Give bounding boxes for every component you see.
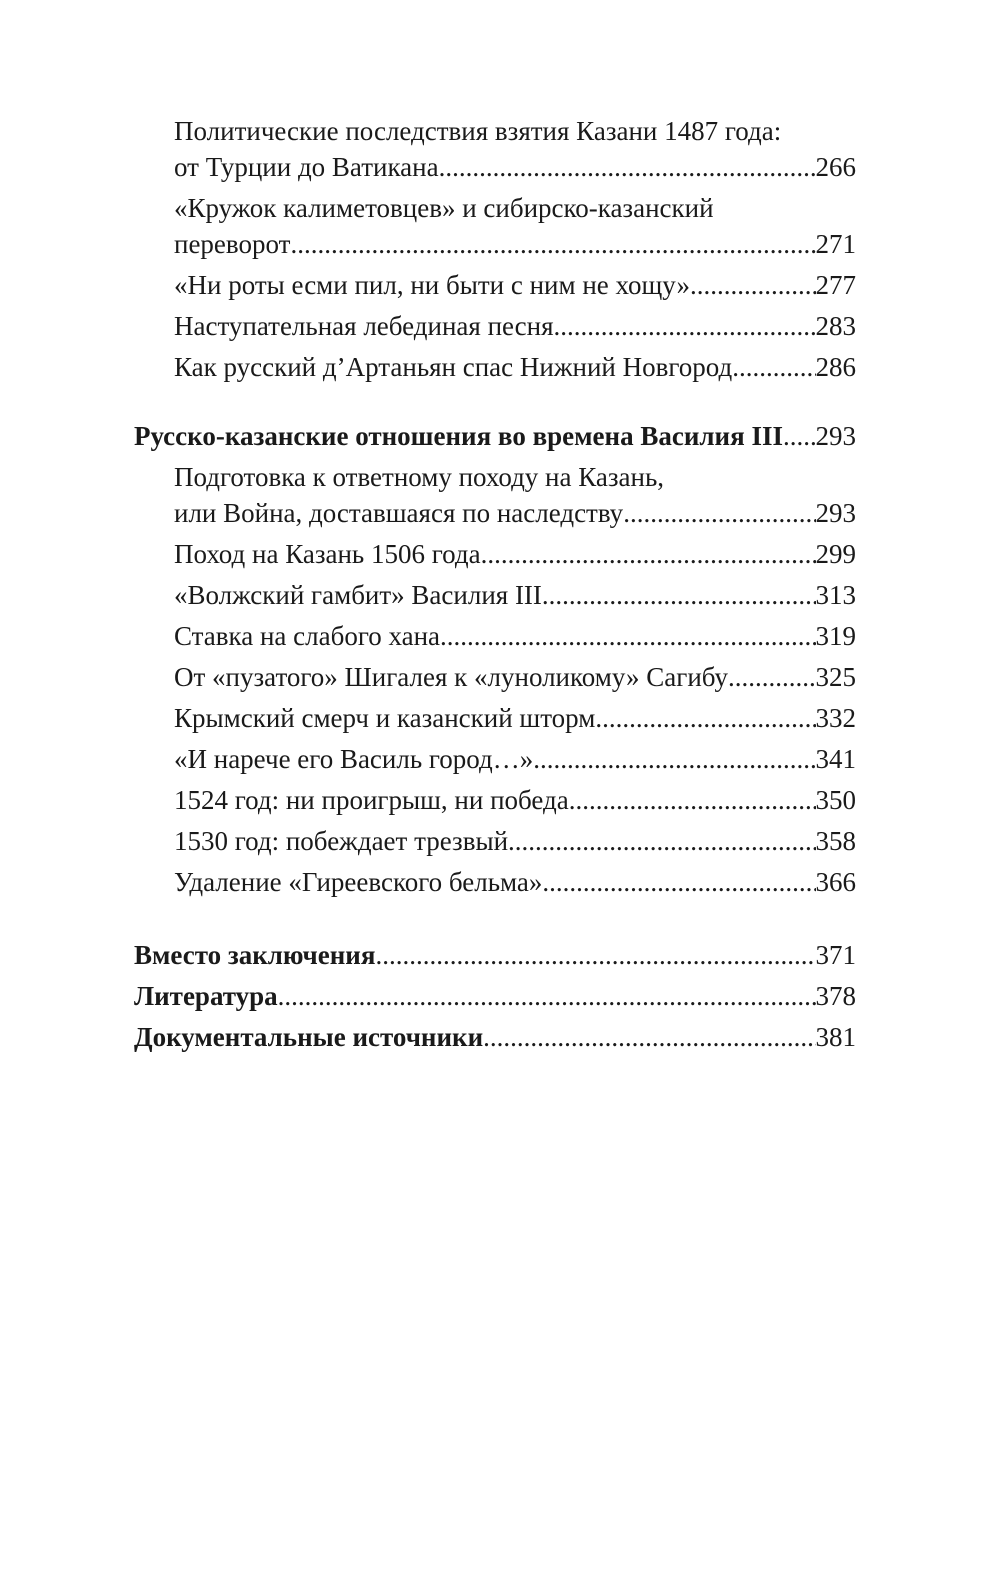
toc-entry[interactable] [134,700,856,736]
toc-entry-title: Наступательная лебединая песня [174,311,554,341]
toc-section-title: Документальные источники [134,1022,484,1052]
toc-entry[interactable] [134,823,856,859]
toc-entry-title: От «пузатого» Шигалея к «луноликому» Сагибу [174,662,728,692]
toc-entry[interactable] [134,536,856,572]
toc-page-number: 293 [815,498,856,528]
toc-entry[interactable] [134,190,856,262]
toc-entry-title: Как русский д’Артаньян спас Нижний Новгород [174,352,733,382]
toc-page-number: 378 [815,981,856,1011]
dot-leader [481,536,816,572]
toc-page-number: 371 [815,940,856,970]
dot-leader [554,308,816,344]
toc-entry[interactable] [134,267,856,303]
toc-entry[interactable] [134,618,856,654]
dot-leader [290,226,815,262]
toc-entry-title: или Война, доставшаяся по наследству [174,498,624,528]
dot-leader [508,823,815,859]
toc-page-number: 283 [815,311,856,341]
toc-entry[interactable] [134,782,856,818]
toc-entry[interactable] [134,113,856,185]
toc-page-number: 381 [815,1022,856,1052]
toc-page-number: 358 [815,826,856,856]
toc-section-heading[interactable] [134,418,856,454]
toc-section-heading[interactable] [134,1019,856,1055]
toc-page-number: 266 [815,152,856,182]
section-spacer [134,390,856,418]
dot-leader [278,978,816,1014]
toc-entry-title-line: Политические последствия взятия Казани 1487 года: [174,116,782,146]
toc-section-heading[interactable] [134,937,856,973]
toc-entry-title-line: «Кружок калиметовцев» и сибирско-казанский [174,193,714,223]
toc-entry[interactable] [134,308,856,344]
dot-leader [483,1019,815,1055]
toc-page-number: 332 [815,703,856,733]
toc-entry[interactable] [134,864,856,900]
toc-entry-title: 1530 год: побеждает трезвый [174,826,509,856]
toc-entry[interactable] [134,349,856,385]
toc-entry-title: Поход на Казань 1506 года [174,539,481,569]
dot-leader [783,418,816,454]
toc-section-title: Вместо заключения [134,940,376,970]
toc-entry-title: Крымский смерч и казанский шторм [174,703,596,733]
dot-leader [732,349,815,385]
toc-entry-title: 1524 год: ни проигрыш, ни победа [174,785,569,815]
table-of-contents [134,113,856,1060]
dot-leader [569,782,816,818]
toc-page-number: 277 [815,270,856,300]
toc-page-number: 350 [815,785,856,815]
toc-entry[interactable] [134,741,856,777]
toc-page-number: 325 [815,662,856,692]
toc-section-heading[interactable] [134,978,856,1014]
toc-entry[interactable] [134,459,856,531]
dot-leader [439,149,816,185]
toc-page-number: 341 [815,744,856,774]
dot-leader [595,700,815,736]
toc-page-number: 271 [815,229,856,259]
dot-leader [375,937,815,973]
dot-leader [690,267,816,303]
toc-entry-title: «И нарече его Василь город…» [174,744,534,774]
toc-page-number: 313 [815,580,856,610]
toc-entry-title: от Турции до Ватикана [174,152,439,182]
toc-entry-title: Ставка на слабого хана [174,621,441,651]
toc-page-number: 293 [815,421,856,451]
toc-section-title: Литература [134,981,278,1011]
dot-leader [440,618,815,654]
toc-page-number: 366 [815,867,856,897]
toc-entry[interactable] [134,577,856,613]
toc-page-number: 286 [815,352,856,382]
dot-leader [533,741,815,777]
toc-entry-title: переворот [174,229,291,259]
toc-page-number: 319 [815,621,856,651]
section-spacer [134,905,856,937]
dot-leader [542,864,815,900]
dot-leader [542,577,816,613]
toc-entry-title: Удаление «Гиреевского бельма» [174,867,543,897]
toc-section-title: Русско-казанские отношения во времена Василия III [134,421,783,451]
toc-entry-title: «Волжский гамбит» Василия III [174,580,542,610]
toc-page-number: 299 [815,539,856,569]
toc-entry[interactable] [134,659,856,695]
dot-leader [623,495,815,531]
toc-entry-title-line: Подготовка к ответному походу на Казань, [174,462,665,492]
toc-entry-title: «Ни роты есми пил, ни быти с ним не хощу» [174,270,690,300]
dot-leader [728,659,816,695]
